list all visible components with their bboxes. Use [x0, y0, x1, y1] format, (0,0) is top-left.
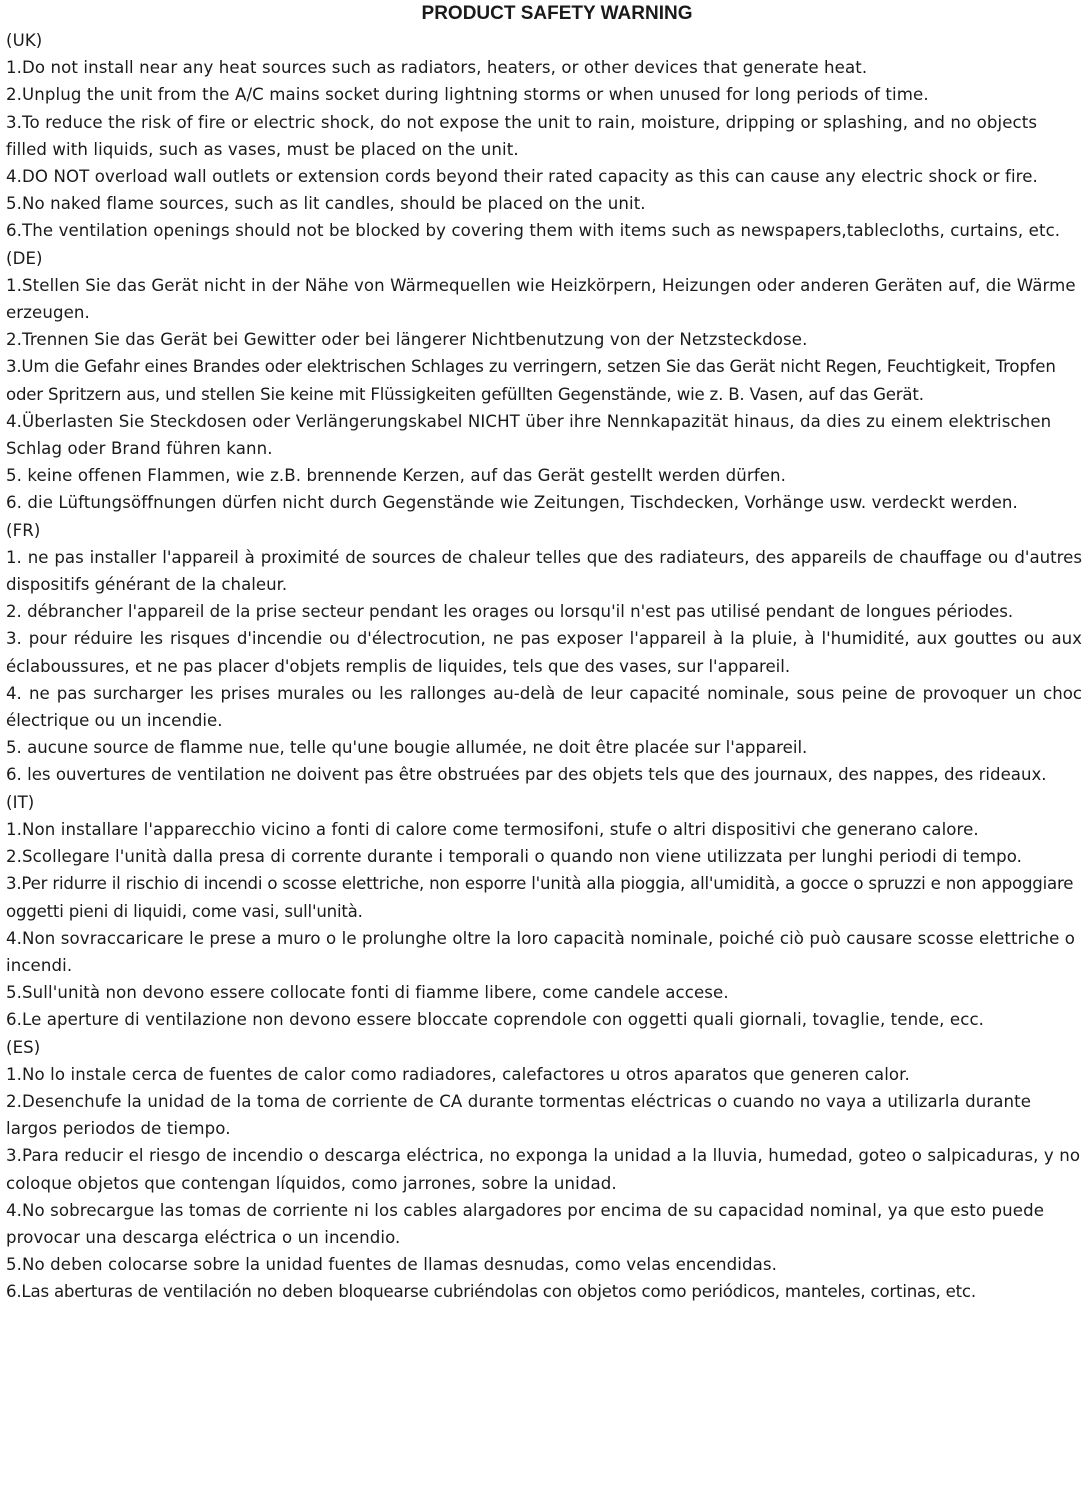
warning-item: 2.Scollegare l'unità dalla presa di corrente durante i temporali o quando non viene utilizzata per lunghi periodi di tempo.: [6, 847, 1023, 867]
warning-item: 4. ne pas surcharger les prises murales ou les rallonges au-delà de leur capacité nominale, sous peine de provoquer un choc électrique ou un incendie.: [6, 683, 1082, 731]
warning-item: 5.Sull'unità non devono essere collocate fonti di fiamme libere, come candele accese.: [6, 983, 729, 1003]
warning-item: 6. les ouvertures de ventilation ne doivent pas être obstruées par des objets tels que des journaux, des nappes, des rideaux.: [6, 765, 1047, 785]
warning-item: 6.The ventilation openings should not be blocked by covering them with items such as newspapers,tablecloths, curtains, etc.: [6, 221, 1061, 241]
warning-item: 2.Desenchufe la unidad de la toma de corriente de CA durante tormentas eléctricas o cuando no vaya a utilizarla durante largos periodos de tiempo.: [6, 1091, 1032, 1139]
section-heading-it: (IT): [6, 792, 35, 812]
warning-item: 2.Trennen Sie das Gerät bei Gewitter oder bei längerer Nichtbenutzung von der Netzsteckdose.: [6, 330, 808, 350]
warning-item: 4.Überlasten Sie Steckdosen oder Verlängerungskabel NICHT über ihre Nennkapazität hinaus, da dies zu einem elektrischen Schlag oder Brand führen kann.: [6, 411, 1052, 459]
warning-item: 6. die Lüftungsöffnungen dürfen nicht durch Gegenstände wie Zeitungen, Tischdecken, Vorhänge usw. verdeckt werden.: [6, 493, 1018, 513]
section-heading-fr: (FR): [6, 520, 41, 540]
warning-item: 5.No deben colocarse sobre la unidad fuentes de llamas desnudas, como velas encendidas.: [6, 1255, 778, 1275]
warning-item: 4.Non sovraccaricare le prese a muro o le prolunghe oltre la loro capacità nominale, poiché ciò può causare scosse elettriche o incendi.: [6, 928, 1076, 975]
warning-item: 1.Stellen Sie das Gerät nicht in der Nähe von Wärmequellen wie Heizkörpern, Heizungen oder anderen Geräten auf, die Wärme erzeugen.: [6, 275, 1076, 323]
warning-item: 6.Le aperture di ventilazione non devono essere bloccate coprendole con oggetti quali giornali, tovaglie, tende, ecc.: [6, 1010, 985, 1030]
warning-item: 3.To reduce the risk of fire or electric shock, do not expose the unit to rain, moisture, dripping or splashing, and no objects filled with liquids, such as vases, must be placed on the unit.: [6, 112, 1038, 159]
warning-item: 1. ne pas installer l'appareil à proximité de sources de chaleur telles que des radiateurs, des appareils de chauffage ou d'autres dispositifs générant de la chaleur.: [6, 547, 1082, 595]
section-heading-uk: (UK): [6, 31, 43, 50]
section-de: [6, 245, 1082, 517]
section-fr: [6, 517, 1082, 789]
section-heading-es: (ES): [6, 1037, 41, 1057]
warning-item: 2. débrancher l'appareil de la prise secteur pendant les orages ou lorsqu'il n'est pas utilisé pendant de longues périodes.: [6, 602, 1014, 622]
warning-item: 1.Do not install near any heat sources such as radiators, heaters, or other devices that generate heat.: [6, 58, 868, 78]
warning-item: 4.No sobrecargue las tomas de corriente ni los cables alargadores por encima de su capacidad nominal, ya que esto puede provocar una descarga eléctrica o un incendio.: [6, 1200, 1045, 1247]
warning-item: 5. keine offenen Flammen, wie z.B. brennende Kerzen, auf das Gerät gestellt werden dürfen.: [6, 466, 786, 486]
section-uk: [6, 27, 1082, 245]
warning-item: 6.Las aberturas de ventilación no deben bloquearse cubriéndolas con objetos como periódicos, manteles, cortinas, etc.: [6, 1282, 976, 1302]
section-es: [6, 1034, 1082, 1306]
warning-item: 3.Per ridurre il rischio di incendi o scosse elettriche, non esporre l'unità alla pioggia, all'umidità, a gocce o spruzzi e non appoggiare oggetti pieni di liquidi, come vasi, sull'unità.: [6, 874, 1074, 921]
document-title: PRODUCT SAFETY WARNING: [421, 3, 693, 24]
warning-item: 3.Um die Gefahr eines Brandes oder elektrischen Schlages zu verringern, setzen Sie das Gerät nicht Regen, Feuchtigkeit, Tropfen oder Spritzern aus, und stellen Sie keine mit Flüssigkeiten gefüllten Gegenstände, wie z. B. Vasen, auf das Gerät.: [6, 357, 1056, 404]
warning-item: 3.Para reducir el riesgo de incendio o descarga eléctrica, no exponga la unidad a la lluvia, humedad, goteo o salpicaduras, y no coloque objetos que contengan líquidos, como jarrones, sobre la unidad.: [6, 1146, 1081, 1193]
warning-item: 1.No lo instale cerca de fuentes de calor como radiadores, calefactores u otros aparatos que generen calor.: [6, 1064, 910, 1084]
warning-item: 3. pour réduire les risques d'incendie ou d'électrocution, ne pas exposer l'appareil à la pluie, à l'humidité, aux gouttes ou aux éclaboussures, et ne pas placer d'objets remplis de liquides, tels que des vases, sur l'appareil.: [6, 629, 1082, 676]
section-it: [6, 789, 1082, 1034]
warning-item: 4.DO NOT overload wall outlets or extension cords beyond their rated capacity as this can cause any electric shock or fire.: [6, 167, 1038, 187]
warning-item: 2.Unplug the unit from the A/C mains socket during lightning storms or when unused for long periods of time.: [6, 85, 929, 105]
warning-item: 5.No naked flame sources, such as lit candles, should be placed on the unit.: [6, 194, 646, 214]
warning-item: 5. aucune source de flamme nue, telle qu'une bougie allumée, ne doit être placée sur l'appareil.: [6, 738, 808, 758]
section-heading-de: (DE): [6, 248, 43, 268]
warning-item: 1.Non installare l'apparecchio vicino a fonti di calore come termosifoni, stufe o altri dispositivi che generano calore.: [6, 819, 979, 839]
